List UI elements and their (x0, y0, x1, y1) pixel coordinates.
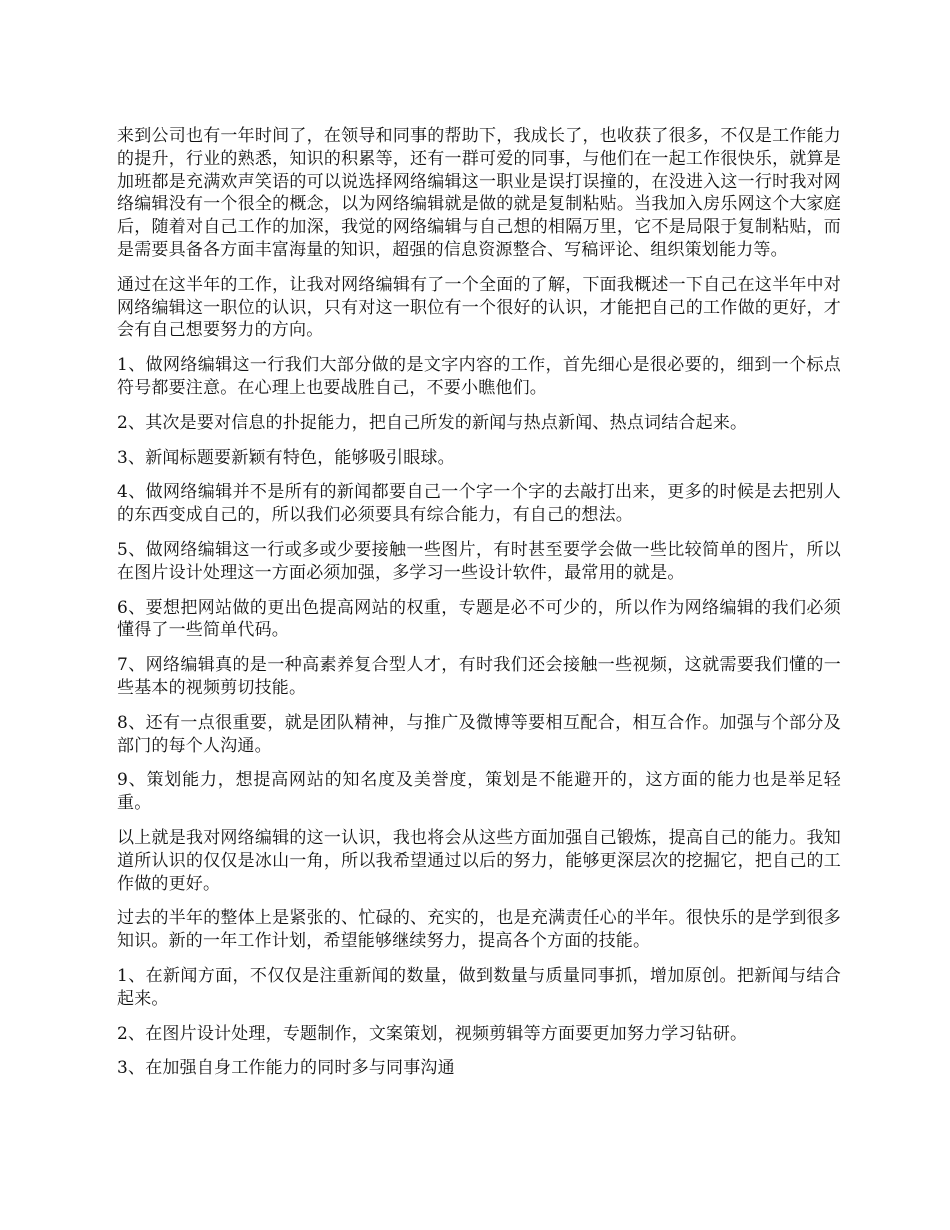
plan-item-1: 1、在新闻方面，不仅仅是注重新闻的数量，做到数量与质量同事抓，增加原创。把新闻与结合起来。 (117, 965, 841, 1009)
list-item-8: 8、还有一点很重要，就是团队精神，与推广及微博等要相互配合，相互合作。加强与个部分及部门的每个人沟通。 (117, 712, 841, 756)
list-item-9: 9、策划能力，想提高网站的知名度及美誉度，策划是不能避开的，这方面的能力也是举足轻重。 (117, 770, 841, 814)
plan-item-2: 2、在图片设计处理，专题制作，文案策划，视频剪辑等方面要更加努力学习钻研。 (117, 1023, 748, 1044)
paragraph-overview: 通过在这半年的工作，让我对网络编辑有了一个全面的了解，下面我概述一下自己在这半年中对网络编辑这一职位的认识，只有对这一职位有一个很好的认识，才能把自己的工作做的更好，才会有自己想要努力的方向。 (117, 274, 841, 341)
list-item-5: 5、做网络编辑这一行或多或少要接触一些图片，有时甚至要学会做一些比较简单的图片，所以在图片设计处理这一方面必须加强，多学习一些设计软件，最常用的就是。 (117, 539, 841, 583)
plan-item-3: 3、在加强自身工作能力的同时多与同事沟通 (117, 1058, 455, 1079)
list-item-3: 3、新闻标题要新颖有特色，能够吸引眼球。 (117, 447, 455, 468)
list-item-4: 4、做网络编辑并不是所有的新闻都要自己一个字一个字的去敲打出来，更多的时候是去把别人的东西变成自己的，所以我们必须要具有综合能力，有自己的想法。 (117, 482, 841, 526)
paragraph-plan-intro: 过去的半年的整体上是紧张的、忙碌的、充实的，也是充满责任心的半年。很快乐的是学到很多知识。新的一年工作计划，希望能够继续努力，提高各个方面的技能。 (117, 908, 841, 952)
list-item-1: 1、做网络编辑这一行我们大部分做的是文字内容的工作，首先细心是很必要的，细到一个标点符号都要注意。在心理上也要战胜自己，不要小瞧他们。 (117, 355, 841, 398)
paragraph-summary: 以上就是我对网络编辑的这一认识，我也将会从这些方面加强自己锻炼，提高自己的能力。我知道所认识的仅仅是冰山一角，所以我希望通过以后的努力，能够更深层次的挖掘它，把自己的工作做的更好。 (117, 827, 841, 894)
document-body (117, 125, 841, 1092)
paragraph-intro: 来到公司也有一年时间了，在领导和同事的帮助下，我成长了，也收获了很多，不仅是工作能力的提升，行业的熟悉，知识的积累等，还有一群可爱的同事，与他们在一起工作很快乐，就算是加班都是充满欢声笑语的可以说选择网络编辑这一职业是误打误撞的，在没进入这一行时我对网络编辑没有一个很全的概念，以为网络编辑就是做的就是复制粘贴。当我加入房乐网这个大家庭后，随着对自己工作的加深，我觉的网络编辑与自己想的相隔万里，它不是局限于复制粘贴，而是需要具备各方面丰富海量的知识，超强的信息资源整合、写稿评论、组织策划能力等。 (117, 126, 841, 260)
list-item-2: 2、其次是要对信息的扑捉能力，把自己所发的新闻与热点新闻、热点词结合起来。 (117, 412, 748, 433)
list-item-7: 7、网络编辑真的是一种高素养复合型人才，有时我们还会接触一些视频，这就需要我们懂的一些基本的视频剪切技能。 (117, 655, 841, 698)
list-item-6: 6、要想把网站做的更出色提高网站的权重，专题是必不可少的，所以作为网络编辑的我们必须懂得了一些简单代码。 (117, 597, 841, 641)
